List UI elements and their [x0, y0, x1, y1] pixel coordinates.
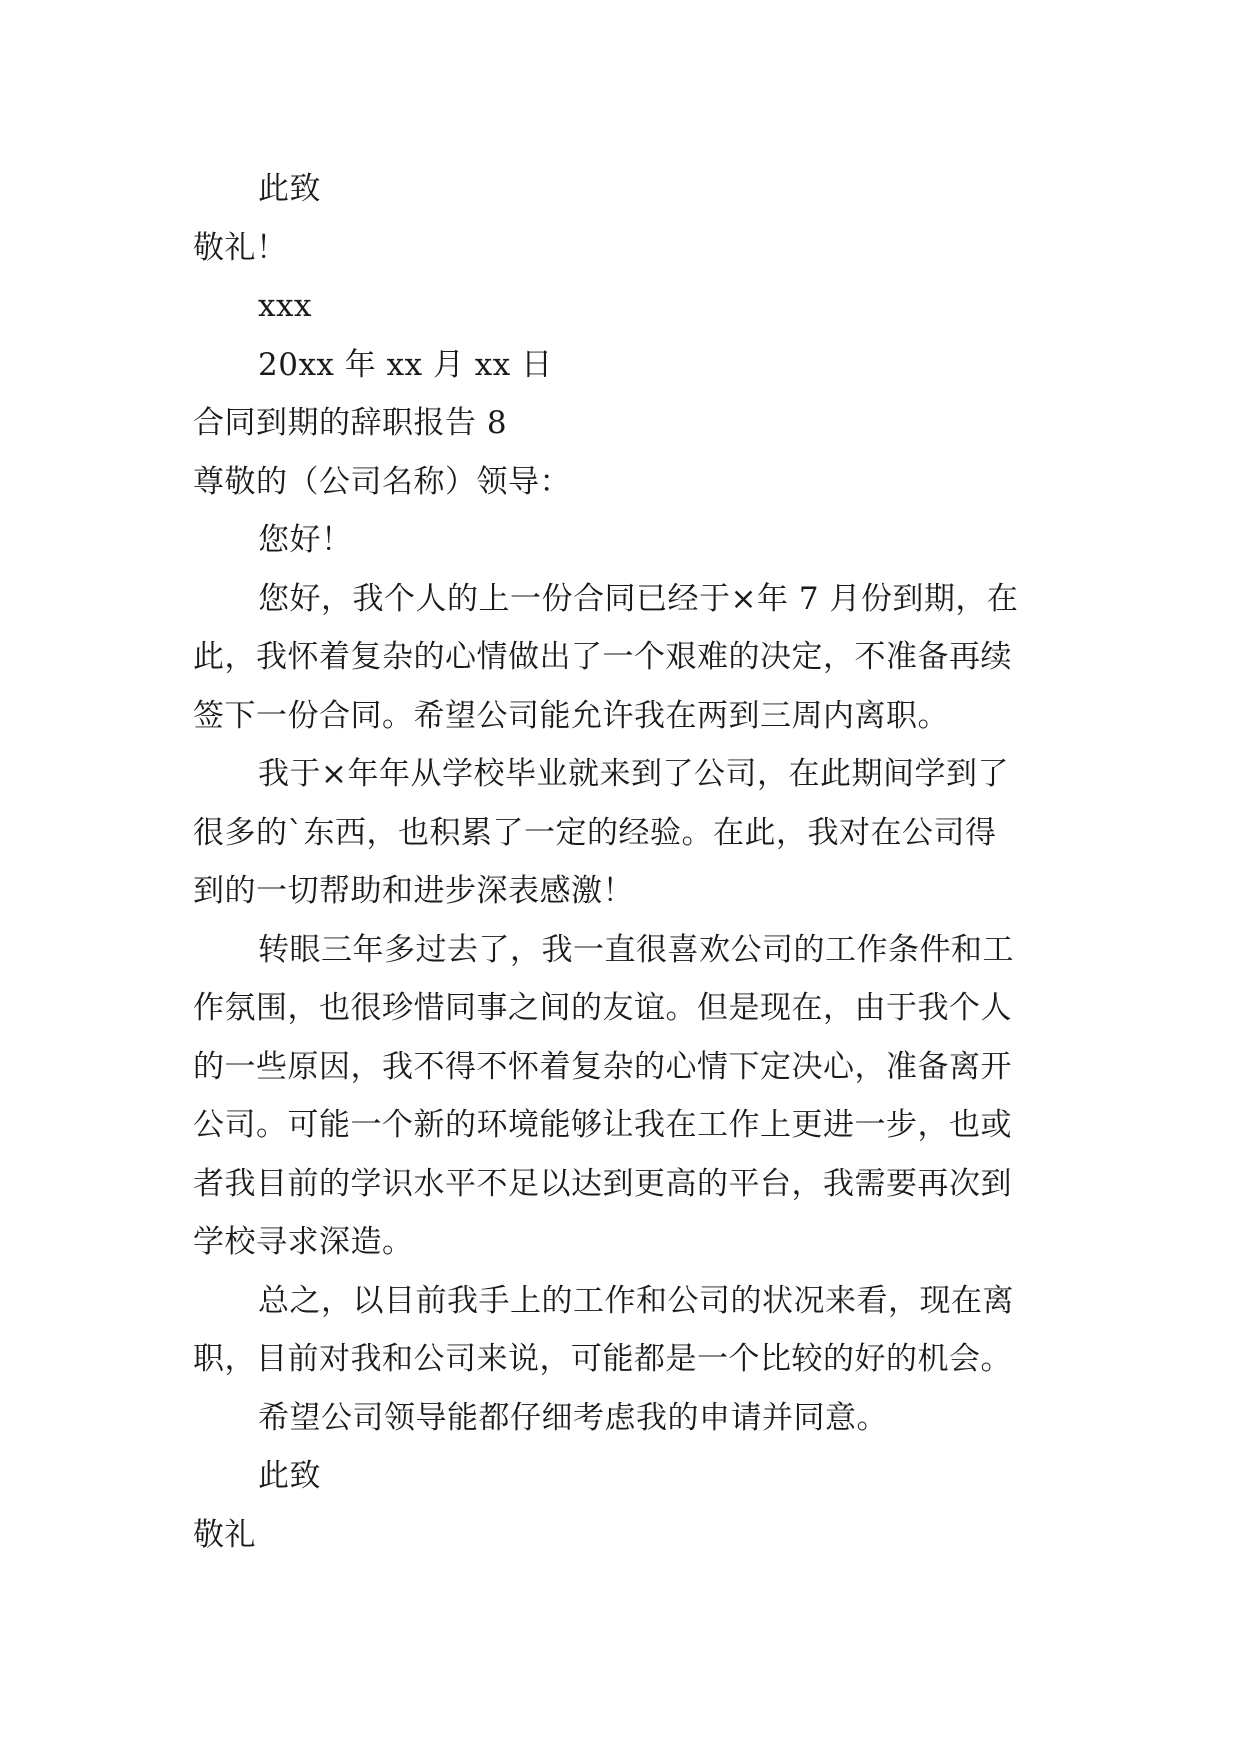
paragraph-2-line-1: 我于×年年从学校毕业就来到了公司，在此期间学到了 [258, 756, 1009, 792]
signature-date: 20xx 年 xx 月 xx 日 [258, 346, 553, 383]
paragraph-1-line-2: 此，我怀着复杂的心情做出了一个艰难的决定，不准备再续 [193, 639, 1012, 675]
paragraph-3-line-4: 公司。可能一个新的环境能够让我在工作上更进一步，也或 [193, 1107, 1012, 1143]
letter-addressee: 尊敬的（公司名称）领导： [193, 463, 571, 500]
section-title: 合同到期的辞职报告 8 [193, 405, 508, 441]
paragraph-3-line-6: 学校寻求深造。 [193, 1224, 414, 1260]
paragraph-2-line-3: 到的一切帮助和进步深表感激！ [193, 873, 634, 909]
closing-regards-2: 敬礼 [193, 1516, 256, 1553]
paragraph-5-line-1: 希望公司领导能都仔细考虑我的申请并同意。 [258, 1399, 888, 1436]
paragraph-3-line-2: 作氛围，也很珍惜同事之间的友谊。但是现在，由于我个人 [193, 990, 1012, 1026]
closing-salutation: 此致 [258, 171, 321, 207]
document-body [193, 160, 1073, 1564]
letter-greeting: 您好！ [258, 522, 353, 558]
paragraph-3-line-1: 转眼三年多过去了，我一直很喜欢公司的工作条件和工 [258, 931, 1014, 968]
paragraph-3-line-3: 的一些原因，我不得不怀着复杂的心情下定决心，准备离开 [193, 1048, 1012, 1085]
paragraph-4-line-2: 职，目前对我和公司来说，可能都是一个比较的好的机会。 [193, 1341, 1012, 1377]
paragraph-1-line-1: 您好，我个人的上一份合同已经于×年 7 月份到期，在 [258, 580, 1019, 617]
paragraph-4-line-1: 总之，以目前我手上的工作和公司的状况来看，现在离 [258, 1282, 1014, 1319]
closing-salutation-2: 此致 [258, 1458, 321, 1494]
signature-name: xxx [258, 288, 312, 324]
paragraph-3-line-5: 者我目前的学识水平不足以达到更高的平台，我需要再次到 [193, 1165, 1012, 1202]
paragraph-1-line-3: 签下一份合同。希望公司能允许我在两到三周内离职。 [193, 697, 949, 734]
paragraph-2-line-2: 很多的`东西，也积累了一定的经验。在此，我对在公司得 [193, 814, 997, 851]
closing-regards: 敬礼！ [193, 229, 288, 266]
